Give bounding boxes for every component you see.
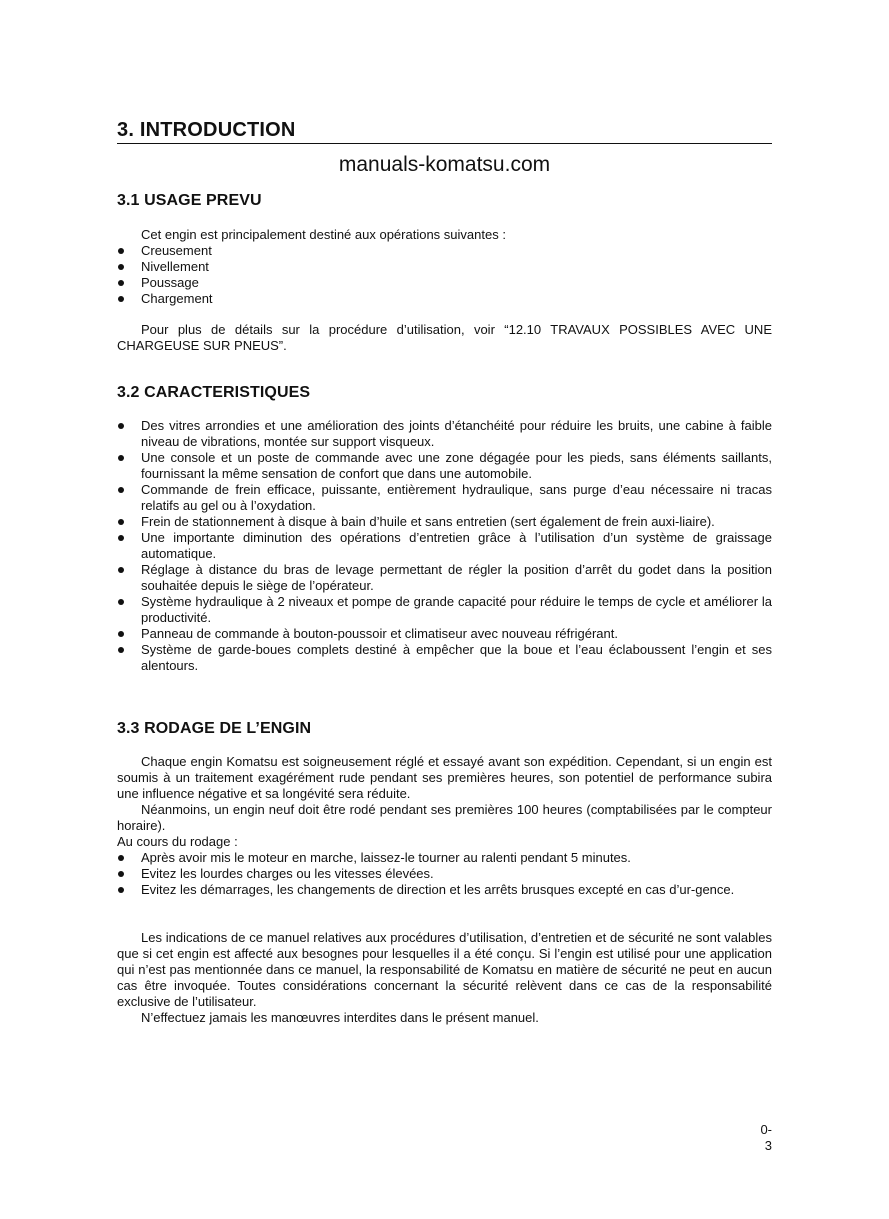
- list-item: Commande de frein efficace, puissante, entièrement hydraulique, sans purge d’eau nécessaire ni tracas relatifs au gel ou à l’oxydation.: [117, 482, 772, 514]
- bullet-icon: [118, 487, 124, 493]
- watermark-link[interactable]: manuals-komatsu.com: [338, 153, 551, 176]
- section-caracteristiques: [117, 418, 772, 674]
- list-item: Une importante diminution des opérations d’entretien grâce à l’utilisation d’un système de graissage automatique.: [117, 530, 772, 562]
- list-item: Réglage à distance du bras de levage permettant de régler la position d’arrêt du godet dans la position souhaitée depuis le siège de l’opérateur.: [117, 562, 772, 594]
- list-item: Après avoir mis le moteur en marche, laissez-le tourner au ralenti pendant 5 minutes.: [117, 850, 772, 866]
- bullet-icon: [118, 280, 124, 286]
- features-list: [117, 418, 772, 674]
- list-item: Frein de stationnement à disque à bain d’huile et sans entretien (sert également de frein auxi-liaire).: [117, 514, 772, 530]
- rodage-paragraph-5: N’effectuez jamais les manœuvres interdites dans le présent manuel.: [141, 1010, 539, 1025]
- rodage-closing-block: [117, 930, 772, 1026]
- rodage-list: [117, 850, 772, 898]
- rodage-paragraph-1: Chaque engin Komatsu est soigneusement réglé et essayé avant son expédition. Cependant, si un engin est soumis à un traitement exagérément rude pendant ses premières heures, son potentiel de performance subira une influence négative et sa longévité sera réduite.: [117, 754, 772, 801]
- section-heading-usage-prevu: 3.1 USAGE PREVU: [117, 192, 262, 209]
- list-item: Système de garde-boues complets destiné à empêcher que la boue et l’eau éclaboussent l’engin et ses alentours.: [117, 642, 772, 674]
- list-item: Des vitres arrondies et une amélioration des joints d’étanchéité pour réduire les bruits, une cabine à faible niveau de vibrations, montée sur support visqueux.: [117, 418, 772, 450]
- list-item: Panneau de commande à bouton-poussoir et climatiseur avec nouveau réfrigérant.: [117, 626, 772, 642]
- bullet-icon: [118, 647, 124, 653]
- section-usage-prevu: [117, 227, 772, 307]
- list-item: Poussage: [117, 275, 772, 291]
- list-item: Nivellement: [117, 259, 772, 275]
- chapter-title: 3. INTRODUCTION: [117, 118, 772, 144]
- bullet-icon: [118, 264, 124, 270]
- list-item: Chargement: [117, 291, 772, 307]
- usage-list: [117, 243, 772, 307]
- bullet-icon: [118, 423, 124, 429]
- usage-outro: Pour plus de détails sur la procédure d’utilisation, voir “12.10 TRAVAUX POSSIBLES AVEC UNE CHARGEUSE SUR PNEUS”.: [117, 322, 772, 353]
- bullet-icon: [118, 631, 124, 637]
- section-rodage: [117, 754, 772, 898]
- section-heading-rodage: 3.3 RODAGE DE L’ENGIN: [117, 720, 312, 737]
- bullet-icon: [118, 519, 124, 525]
- rodage-paragraph-3: Au cours du rodage :: [117, 834, 238, 849]
- bullet-icon: [118, 296, 124, 302]
- bullet-icon: [118, 455, 124, 461]
- bullet-icon: [118, 535, 124, 541]
- section-heading-caracteristiques: 3.2 CARACTERISTIQUES: [117, 384, 311, 401]
- list-item: Creusement: [117, 243, 772, 259]
- rodage-paragraph-2: Néanmoins, un engin neuf doit être rodé pendant ses premières 100 heures (comptabilisées par le compteur horaire).: [117, 802, 772, 833]
- list-item: Evitez les démarrages, les changements de direction et les arrêts brusques excepté en cas d’ur-gence.: [117, 882, 772, 898]
- rodage-paragraph-4: Les indications de ce manuel relatives aux procédures d’utilisation, d’entretien et de sécurité ne sont valables que si cet engin est affecté aux besognes pour lesquelles il a été conçu. Si l’engin est utilisé pour une application qui n’est pas mentionnée dans ce manuel, la responsabilité de Komatsu en matière de sécurité ne peut en aucun cas être invoquée. Toutes considérations concernant la sécurité relèvent dans ce cas de la responsabilité exclusive de l’utilisateur.: [117, 930, 772, 1009]
- bullet-icon: [118, 248, 124, 254]
- bullet-icon: [118, 871, 124, 877]
- bullet-icon: [118, 887, 124, 893]
- list-item: Evitez les lourdes charges ou les vitesses élevées.: [117, 866, 772, 882]
- usage-outro-block: [117, 322, 772, 354]
- bullet-icon: [118, 855, 124, 861]
- list-item: Système hydraulique à 2 niveaux et pompe de grande capacité pour réduire le temps de cycle et améliorer la productivité.: [117, 594, 772, 626]
- list-item: Une console et un poste de commande avec une zone dégagée pour les pieds, sans éléments saillants, fournissant la même sensation de confort que dans une automobile.: [117, 450, 772, 482]
- bullet-icon: [118, 567, 124, 573]
- usage-intro: Cet engin est principalement destiné aux opérations suivantes :: [141, 227, 506, 242]
- page-number: 0-3: [760, 1122, 772, 1153]
- bullet-icon: [118, 599, 124, 605]
